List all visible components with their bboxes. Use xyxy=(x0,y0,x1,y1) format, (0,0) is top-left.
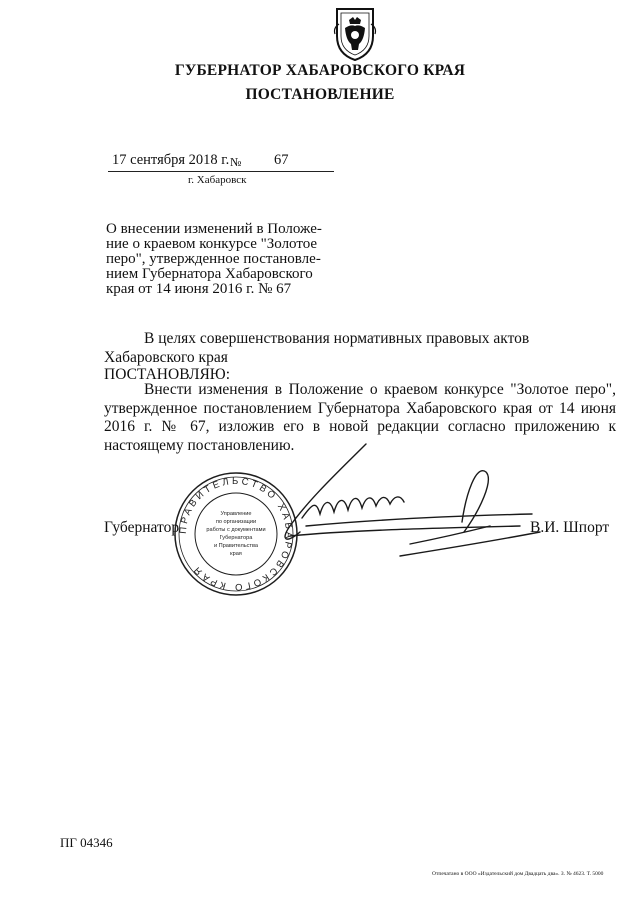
subject-line: нием Губернатора Хабаровского xyxy=(106,266,313,282)
stamp-inner-line: и Правительства xyxy=(214,543,258,549)
date-underline xyxy=(108,171,334,172)
stamp-inner-line: края xyxy=(230,551,242,557)
form-code: ПГ 04346 xyxy=(60,835,113,850)
preamble-paragraph: В целях совершенствования нормативных правовых актов Хабаровского края xyxy=(104,330,530,366)
subject-line: О внесении изменений в Положе- xyxy=(106,221,322,237)
document-date: 17 сентября 2018 г. xyxy=(112,152,230,168)
subject-line: края от 14 июня 2016 г. № 67 xyxy=(106,281,292,297)
document-type: ПОСТАНОВЛЕНИЕ xyxy=(245,86,395,103)
government-title: ГУБЕРНАТОР ХАБАРОВСКОГО КРАЯ xyxy=(174,62,466,79)
document-subject xyxy=(106,222,356,297)
decree-heading: ПОСТАНОВЛЯЮ: xyxy=(104,366,231,383)
subject-line: ние о краевом конкурсе "Золотое xyxy=(106,236,318,252)
coat-of-arms-emblem xyxy=(331,6,379,62)
stamp-inner-line: Управление xyxy=(220,511,252,517)
stamp-inner-line: Губернатора xyxy=(219,535,253,541)
stamp-ring-text: ПРАВИТЕЛЬСТВО ХАБАРОВСКОГО КРАЯ xyxy=(177,475,295,593)
subject-line: перо", утвержденное постановле- xyxy=(106,251,321,267)
document-number: 67 xyxy=(274,152,289,168)
handwritten-signature xyxy=(250,440,550,590)
document-city: г. Хабаровск xyxy=(188,174,247,186)
signatory-title: Губернатор xyxy=(104,519,180,536)
printer-imprint: Отпечатано в ООО «Издательский дом Двадцать два». З. № 4623. Т. 5000 xyxy=(432,871,604,877)
stamp-inner-line: по организации xyxy=(215,519,257,525)
body-paragraph: Внести изменения в Положение о краевом конкурсе "Золотое перо", утвержденное постановлением Губернатора Хабаровского края от 14 июня 2016 г. № 67, изложив его в новой редакции согласно приложению к настоящему постановлению. xyxy=(104,381,616,454)
document-number-label: № xyxy=(230,155,242,169)
signatory-name: В.И. Шпорт xyxy=(530,519,610,536)
stamp-inner-line: работы с документами xyxy=(206,527,266,533)
